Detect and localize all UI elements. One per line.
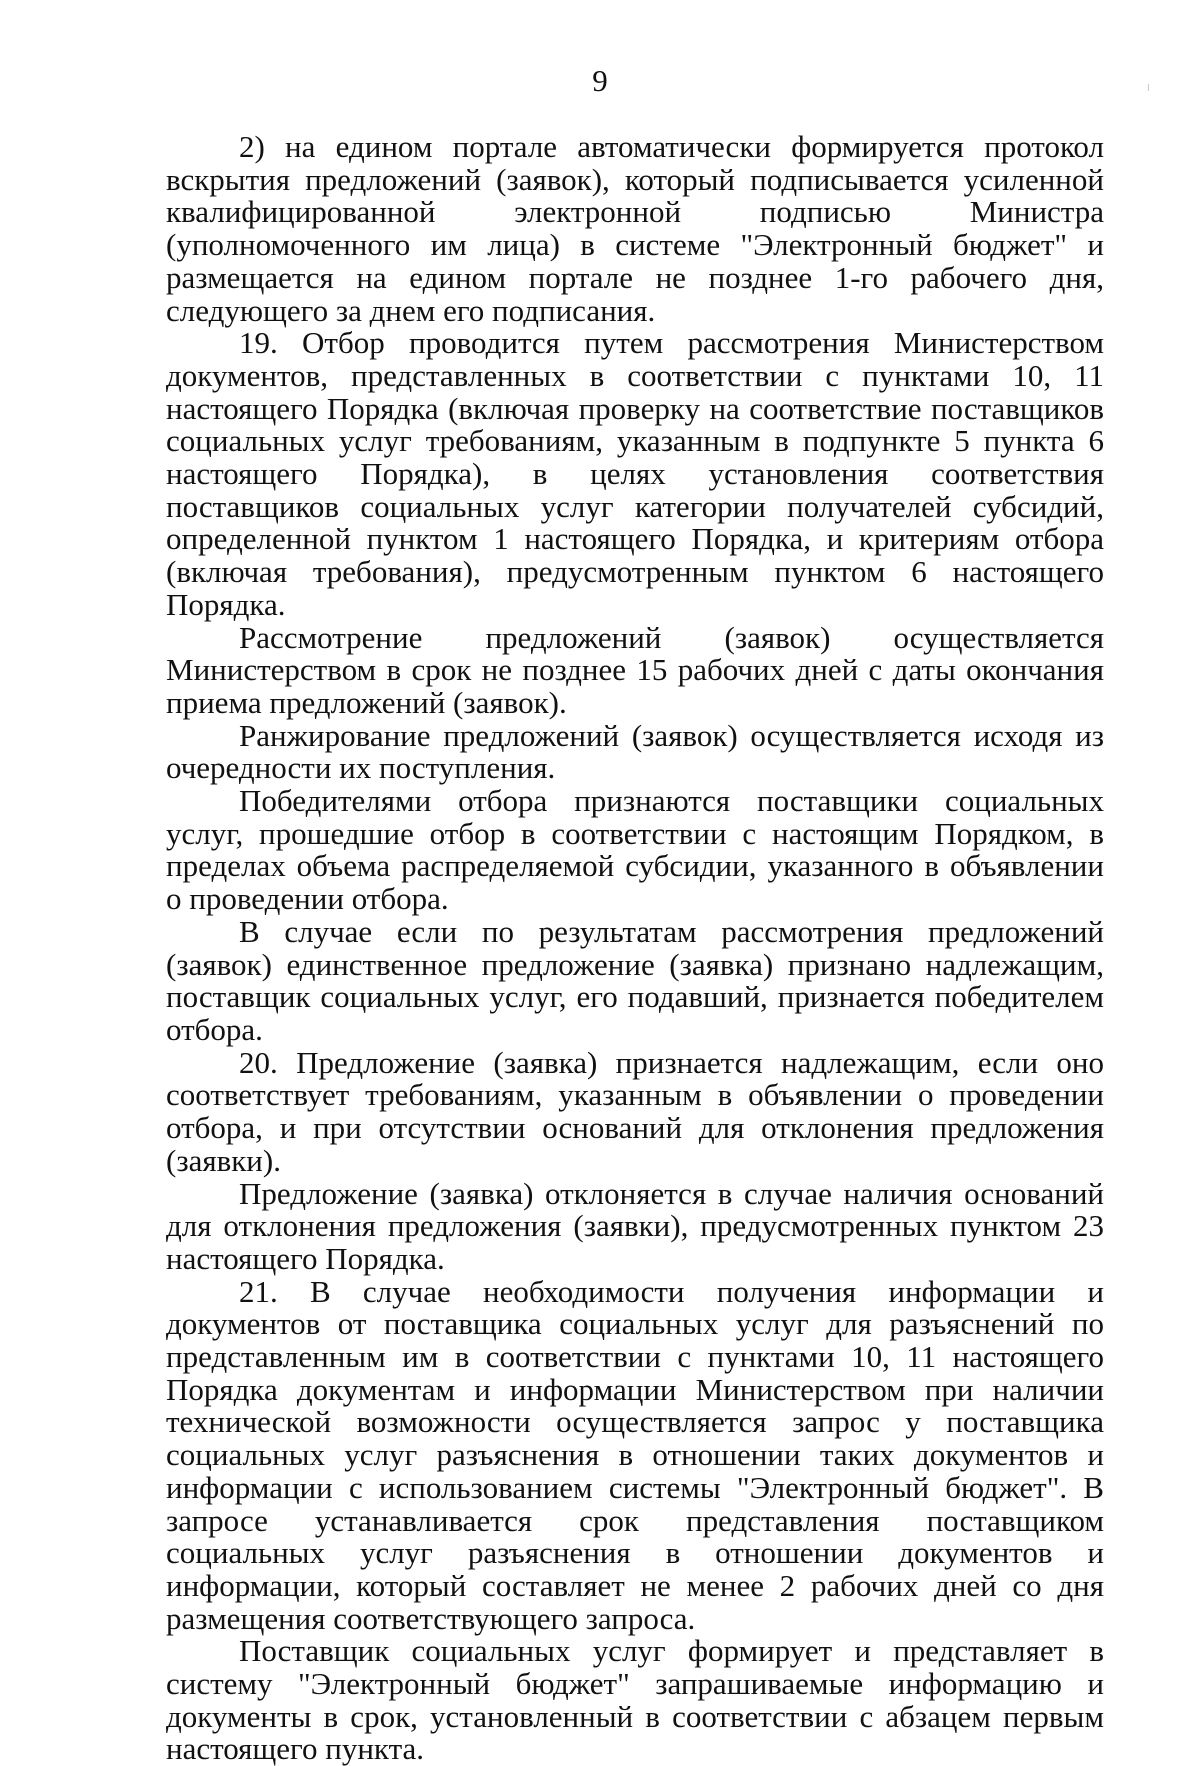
paragraph-ranking: Ранжирование предложений (заявок) осуществляется исходя из очередности их поступления. bbox=[166, 717, 1104, 786]
page-number: 9 bbox=[592, 63, 608, 98]
paragraph-2-protocol: 2) на едином портале автоматически формируется протокол вскрытия предложений (заявок), который подписывается усиленной квалифицированной электронной подписью Министра (уполномоченного им лица) в системе "Электронный бюджет" и размещается на едином портале не позднее 1-го рабочего дня, следующего за днем его подписания. bbox=[166, 129, 1104, 328]
paragraph-rejection: Предложение (заявка) отклоняется в случае наличия оснований для отклонения предложения (заявки), предусмотренных пунктом 23 настоящего Порядка. bbox=[166, 1175, 1104, 1276]
paragraph-20-proper-proposal: 20. Предложение (заявка) признается надлежащим, если оно соответствует требованиям, указанным в объявлении о проведении отбора, и при отсутствии оснований для отклонения предложения (заявки). bbox=[166, 1044, 1104, 1178]
paragraph-21-clarification-request: 21. В случае необходимости получения информации и документов от поставщика социальных услуг для разъяснений по представленным им в соответствии с пунктами 10, 11 настоящего Порядка документам и информации Министерством при наличии технической возможности осуществляется запрос у поставщика социальных услуг разъяснения в отношении таких документов и информации с использованием системы "Электронный бюджет". В запросе устанавливается срок представления поставщиком социальных услуг разъяснения в отношении документов и информации, который составляет не менее 2 рабочих дней со дня размещения соответствующего запроса. bbox=[166, 1273, 1104, 1636]
paragraph-19-selection: 19. Отбор проводится путем рассмотрения Министерством документов, представленных в соответствии с пунктами 10, 11 настоящего Порядка (включая проверку на соответствие поставщиков социальных услуг требованиям, указанным в подпункте 5 пункта 6 настоящего Порядка), в целях установления соответствия поставщиков социальных услуг категории получателей субсидий, определенной пунктом 1 настоящего Порядка, и критериям отбора (включая требования), предусмотренным пунктом 6 настоящего Порядка. bbox=[166, 325, 1104, 622]
scan-speck bbox=[1148, 84, 1149, 91]
paragraph-winners: Победителями отбора признаются поставщики социальных услуг, прошедшие отбор в соответствии с настоящим Порядком, в пределах объема распределяемой субсидии, указанного в объявлении о проведении отбора. bbox=[166, 783, 1104, 917]
paragraph-supplier-response: Поставщик социальных услуг формирует и представляет в систему "Электронный бюджет" запрашиваемые информацию и документы в срок, установленный в соответствии с абзацем первым настоящего пункта. bbox=[166, 1633, 1104, 1766]
document-body bbox=[166, 131, 1104, 1766]
paragraph-review-term: Рассмотрение предложений (заявок) осуществляется Министерством в срок не позднее 15 рабочих дней с даты окончания приема предложений (заявок). bbox=[166, 619, 1104, 720]
paragraph-single-proposal: В случае если по результатам рассмотрения предложений (заявок) единственное предложение (заявка) признано надлежащим, поставщик социальных услуг, его подавший, признается победителем отбора. bbox=[166, 913, 1104, 1047]
